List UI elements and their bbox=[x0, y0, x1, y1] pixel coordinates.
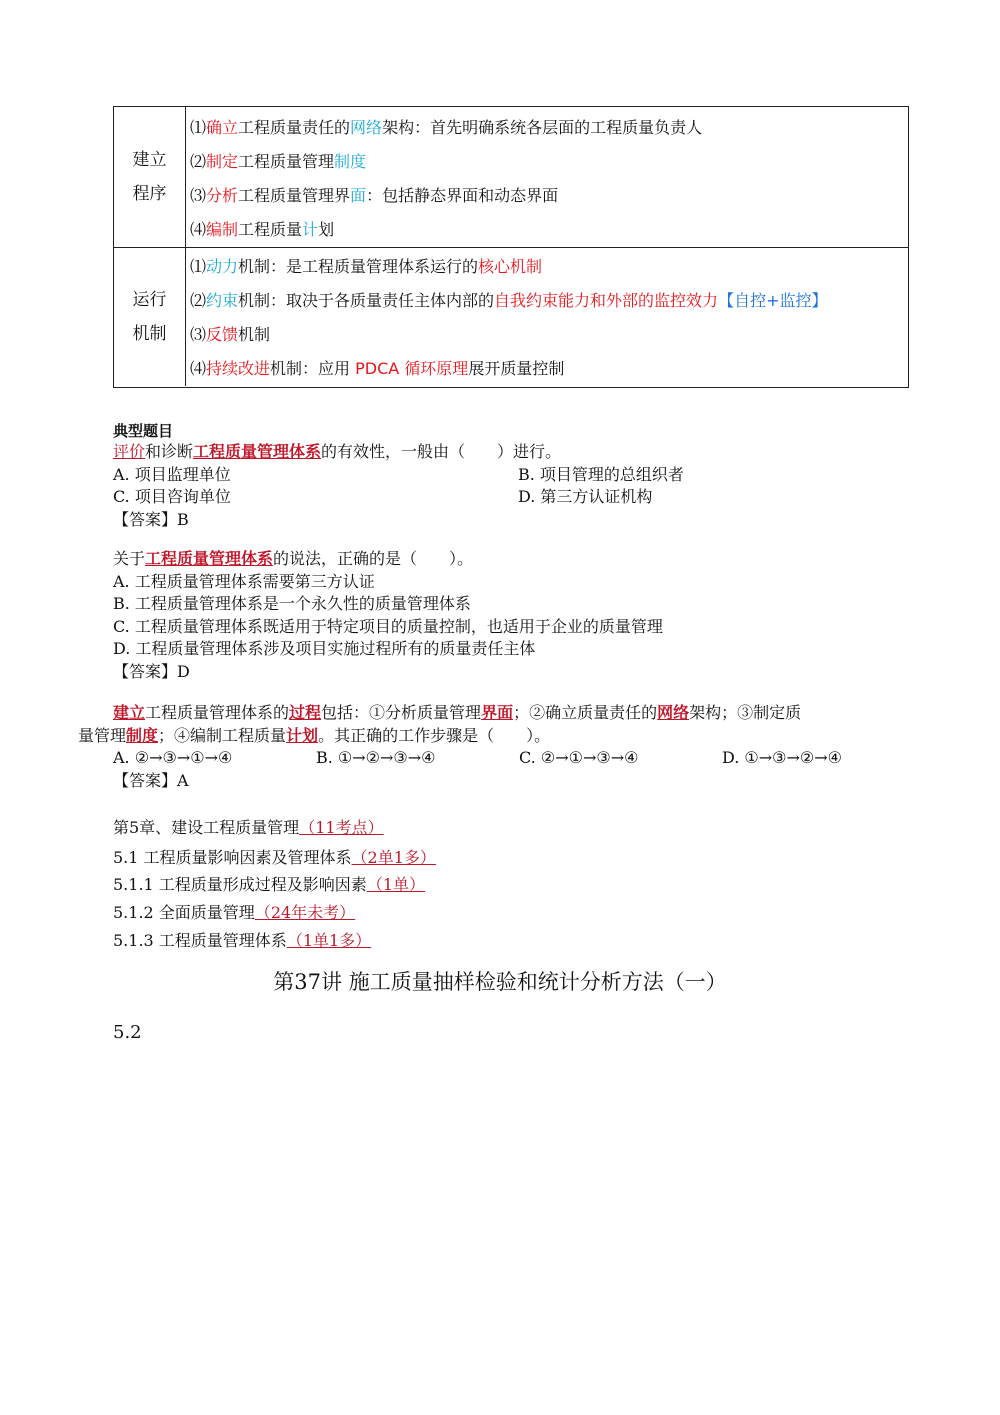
option-a: A. 工程质量管理体系需要第三方认证 bbox=[113, 571, 375, 591]
table-item bbox=[190, 115, 904, 138]
lecture-title: 第37讲 施工质量抽样检验和统计分析方法（一） bbox=[273, 970, 727, 994]
text-segment: 持续改进 bbox=[206, 358, 271, 378]
text-segment: 。其正确的工作步骤是（ ）。 bbox=[318, 725, 551, 745]
text-segment: PDCA 循环原理 bbox=[355, 358, 469, 378]
toc-tag: （24年未考） bbox=[254, 903, 356, 922]
text-segment: 划 bbox=[318, 219, 335, 239]
text-segment: 工程质量管理体系 bbox=[193, 442, 322, 461]
text-segment: 计划 bbox=[286, 725, 319, 745]
options-row bbox=[113, 486, 684, 509]
text-segment: 关于 bbox=[113, 549, 146, 568]
toc-tag: （11考点） bbox=[299, 818, 384, 837]
option-b: B. 项目管理的总组织者 bbox=[518, 464, 684, 484]
summary-table bbox=[113, 106, 909, 388]
typical-questions-heading: 典型题目 bbox=[113, 422, 174, 440]
text-segment: 架构；③制定质 bbox=[689, 703, 802, 722]
table-item bbox=[190, 288, 904, 311]
option-c: C. 项目咨询单位 bbox=[113, 487, 231, 506]
text-segment: 过程 bbox=[289, 703, 322, 722]
text-segment: ⑷ bbox=[190, 358, 207, 378]
option-b: B. 工程质量管理体系是一个永久性的质量管理体系 bbox=[113, 594, 471, 613]
text-segment: 计 bbox=[302, 219, 319, 239]
toc-tag: （1单） bbox=[366, 875, 425, 894]
question-1 bbox=[113, 441, 684, 531]
question-stem bbox=[113, 441, 684, 464]
text-segment: ⑵ bbox=[190, 291, 207, 311]
text-segment: 工程质量管理体系 bbox=[145, 549, 274, 568]
text-segment: 【自控+监控】 bbox=[718, 291, 828, 311]
text-segment: 确立 bbox=[206, 117, 239, 137]
text-segment: 制度 bbox=[334, 151, 367, 171]
text-segment: 量管理 bbox=[78, 725, 127, 745]
text-segment: 工程质量责任的 bbox=[238, 117, 351, 137]
text-segment: 制定 bbox=[206, 151, 239, 171]
text-segment: 工程质量 bbox=[238, 219, 303, 239]
text-segment: 机制：取决于各质量责任主体内部的 bbox=[238, 291, 495, 311]
text-segment: ⑴ bbox=[190, 257, 207, 277]
toc-subsection bbox=[113, 872, 425, 895]
row-items bbox=[190, 247, 904, 386]
row-header-line: 机制 bbox=[132, 323, 167, 344]
toc-tag: （2单1多） bbox=[351, 848, 436, 867]
question-stem bbox=[113, 548, 663, 571]
table-item bbox=[190, 254, 904, 277]
options-row bbox=[113, 464, 684, 487]
question-stem-line-2 bbox=[78, 725, 918, 748]
question-3 bbox=[78, 702, 918, 792]
text-segment: ：包括静态界面和动态界面 bbox=[366, 185, 559, 205]
text-segment: 机制 bbox=[238, 324, 271, 344]
table-row-establish-procedure bbox=[114, 107, 908, 248]
table-item bbox=[190, 217, 904, 240]
question-stem-line-1 bbox=[78, 702, 918, 725]
text-segment: ⑴ bbox=[190, 117, 207, 137]
text-segment: ⑷ bbox=[190, 219, 207, 239]
option-d: D. ①→③→②→④ bbox=[722, 748, 843, 767]
text-segment: 编制 bbox=[206, 219, 239, 239]
text-segment: 包括：①分析质量管理 bbox=[321, 703, 482, 722]
text-segment: 动力 bbox=[206, 257, 239, 277]
text-segment: 机制：是工程质量管理体系运行的 bbox=[238, 257, 479, 277]
option-d: D. 第三方认证机构 bbox=[518, 487, 653, 506]
row-header bbox=[114, 107, 186, 247]
toc-text: 第5章、建设工程质量管理 bbox=[113, 818, 300, 837]
text-segment: 工程质量管理界 bbox=[238, 185, 351, 205]
option-c: C. 工程质量管理体系既适用于特定项目的质量控制，也适用于企业的质量管理 bbox=[113, 616, 663, 636]
toc-subsection bbox=[113, 900, 355, 923]
section-number: 5.2 bbox=[113, 1022, 142, 1043]
row-header-line: 建立 bbox=[132, 150, 167, 170]
toc-tag: （1单1多） bbox=[286, 931, 372, 950]
text-segment: ⑶ bbox=[190, 324, 207, 344]
row-header bbox=[114, 247, 186, 386]
text-segment: 的说法，正确的是（ ）。 bbox=[273, 549, 474, 568]
answer: 【答案】B bbox=[113, 509, 189, 529]
row-items bbox=[190, 107, 904, 247]
option-b: B. ①→②→③→④ bbox=[316, 748, 436, 767]
text-segment: 核心机制 bbox=[478, 257, 543, 277]
row-header-line: 运行 bbox=[132, 289, 167, 310]
text-segment: 自我约束能力和外部的监控效力 bbox=[494, 291, 719, 311]
toc-text: 5.1.2 全面质量管理 bbox=[113, 903, 255, 922]
table-item bbox=[190, 149, 904, 172]
text-segment: 工程质量管理 bbox=[238, 151, 335, 171]
text-segment: 界面 bbox=[481, 703, 514, 722]
option-c: C. ②→①→③→④ bbox=[519, 748, 639, 767]
text-segment: ⑶ bbox=[190, 185, 207, 205]
toc-chapter bbox=[113, 815, 384, 838]
toc-section bbox=[113, 845, 436, 868]
table-item bbox=[190, 356, 904, 379]
text-segment: 机制：应用 bbox=[270, 358, 356, 378]
text-segment: ；④编制工程质量 bbox=[158, 725, 287, 745]
table-item bbox=[190, 183, 904, 206]
toc-text: 5.1.1 工程质量形成过程及影响因素 bbox=[113, 875, 367, 894]
text-segment: 分析 bbox=[206, 185, 239, 205]
option-a: A. ②→③→①→④ bbox=[113, 748, 233, 767]
options-row bbox=[78, 747, 918, 770]
text-segment: 和诊断 bbox=[145, 442, 194, 461]
text-segment: 面 bbox=[350, 185, 367, 205]
question-2 bbox=[113, 548, 663, 683]
toc-text: 5.1.3 工程质量管理体系 bbox=[113, 931, 287, 950]
answer: 【答案】D bbox=[113, 661, 190, 681]
row-header-line: 程序 bbox=[132, 184, 167, 204]
toc-text: 5.1 工程质量影响因素及管理体系 bbox=[113, 848, 352, 867]
text-segment: ；②确立质量责任的 bbox=[513, 703, 658, 722]
text-segment: 的有效性，一般由（ ）进行。 bbox=[321, 442, 562, 461]
text-segment: 工程质量管理体系的 bbox=[145, 703, 290, 722]
text-segment: 网络 bbox=[657, 703, 690, 722]
text-segment: 网络 bbox=[350, 117, 383, 137]
option-d: D. 工程质量管理体系涉及项目实施过程所有的质量责任主体 bbox=[113, 639, 536, 658]
table-item bbox=[190, 322, 904, 345]
table-row-operating-mechanism bbox=[114, 247, 908, 386]
text-segment: 制度 bbox=[126, 725, 159, 745]
text-segment: 约束 bbox=[206, 291, 239, 311]
toc-subsection bbox=[113, 928, 371, 951]
text-segment: 建立 bbox=[113, 703, 146, 722]
text-segment: 架构：首先明确系统各层面的工程质量负责人 bbox=[382, 117, 703, 137]
text-segment: 反馈 bbox=[206, 324, 239, 344]
text-segment: 评价 bbox=[113, 442, 146, 461]
text-segment: 展开质量控制 bbox=[468, 358, 565, 378]
option-a: A. 项目监理单位 bbox=[113, 464, 231, 484]
text-segment: ⑵ bbox=[190, 151, 207, 171]
answer: 【答案】A bbox=[113, 770, 189, 790]
